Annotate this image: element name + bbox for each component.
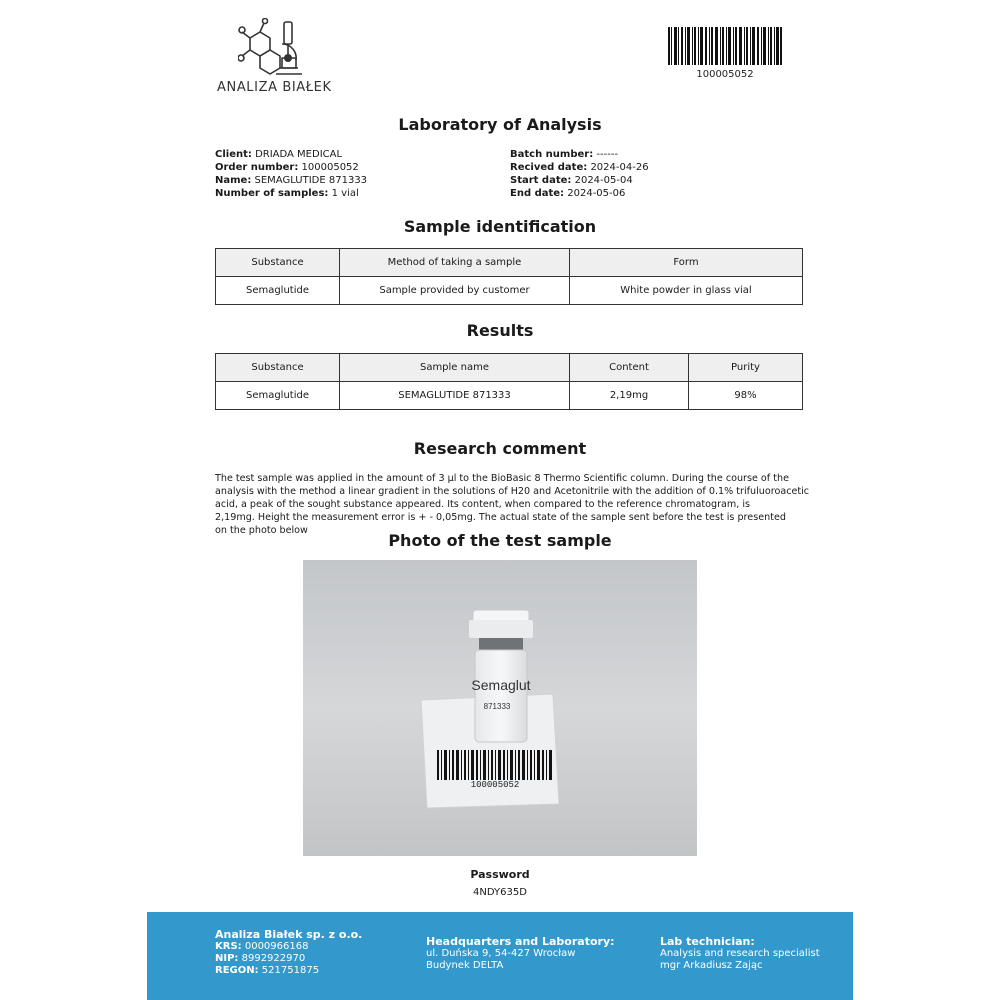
photo-heading: Photo of the test sample xyxy=(388,531,612,550)
table-row xyxy=(216,382,803,410)
table-header-cell: Purity xyxy=(689,354,803,382)
results-table xyxy=(215,353,803,410)
research-comment-text xyxy=(215,472,815,537)
table-cell: 98% xyxy=(689,382,803,410)
table-header-row xyxy=(216,249,803,277)
page-title: Laboratory of Analysis xyxy=(398,115,602,134)
password-label: Password xyxy=(470,868,530,881)
table-header-cell: Sample name xyxy=(340,354,570,382)
footer-company-name: Analiza Białek sp. z o.o. xyxy=(215,928,363,941)
info-row-batch-number: Batch number: ------ xyxy=(510,149,619,160)
results-heading: Results xyxy=(466,321,534,340)
table-header-cell: Content xyxy=(570,354,689,382)
comment-line: The test sample was applied in the amount of 3 µl to the BioBasic 8 Thermo Scientific column. During the course of the xyxy=(215,473,789,484)
info-row-name: Name: SEMAGLUTIDE 871333 xyxy=(215,175,368,186)
info-row-end-date: End date: 2024-05-06 xyxy=(510,188,626,199)
sample-identification-heading: Sample identification xyxy=(403,217,597,236)
table-cell: Semaglutide xyxy=(216,382,340,410)
footer-hq-line: ul. Duńska 9, 54-427 Wrocław xyxy=(426,948,576,959)
info-row-client: Client: DRIADA MEDICAL xyxy=(215,149,343,160)
research-comment-heading: Research comment xyxy=(413,439,587,458)
footer-lab-technician xyxy=(660,936,820,972)
table-header-cell: Substance xyxy=(216,249,340,277)
table-cell: SEMAGLUTIDE 871333 xyxy=(340,382,570,410)
table-header-row xyxy=(216,354,803,382)
footer-regon: REGON: 521751875 xyxy=(215,965,320,976)
info-right xyxy=(510,148,649,200)
barcode-graphic xyxy=(668,27,782,65)
footer-hq-title: Headquarters and Laboratory: xyxy=(426,935,615,948)
password-value: 4NDY635D xyxy=(473,887,527,898)
footer-tech-title: Lab technician: xyxy=(660,935,755,948)
vial-label: Semaglut xyxy=(471,677,531,693)
info-row-received-date: Recived date: 2024-04-26 xyxy=(510,162,649,173)
comment-line: 2,19mg. Height the measurement error is + - 0,05mg. The actual state of the sample sent before the test is presented xyxy=(215,512,786,523)
footer-tech-line: Analysis and research specialist xyxy=(660,948,820,959)
table-cell: Semaglutide xyxy=(216,277,340,305)
table-cell: Sample provided by customer xyxy=(340,277,570,305)
table-cell: White powder in glass vial xyxy=(570,277,803,305)
footer-nip: NIP: 8992922970 xyxy=(215,953,306,964)
footer xyxy=(147,912,853,1000)
lab-logo-icon xyxy=(238,18,308,80)
table-cell: 2,19mg xyxy=(570,382,689,410)
table-header-cell: Substance xyxy=(216,354,340,382)
comment-line: acid, a peak of the sought substance appeared. Its content, when compared to the reference chromatogram, is xyxy=(215,499,751,510)
table-row xyxy=(216,277,803,305)
footer-hq-line: Budynek DELTA xyxy=(426,960,504,971)
photo-barcode-number: 100005052 xyxy=(470,780,520,790)
info-left xyxy=(215,148,367,200)
footer-headquarters xyxy=(426,936,615,972)
footer-company xyxy=(215,929,362,977)
vial-number: 871333 xyxy=(483,702,511,711)
info-row-number-of-samples: Number of samples: 1 vial xyxy=(215,188,359,199)
barcode-number: 100005052 xyxy=(696,69,754,80)
sample-identification-table xyxy=(215,248,803,305)
sample-photo xyxy=(303,560,697,856)
table-header-cell: Method of taking a sample xyxy=(340,249,570,277)
comment-line: analysis with the method a linear gradient in the solutions of H20 and Acetonitrile with the addition of 0.1% trifuluoroacetic xyxy=(215,486,810,497)
sample-photo-illustration xyxy=(303,560,697,856)
brand-name: ANALIZA BIAŁEK xyxy=(217,80,332,95)
comment-line: on the photo below xyxy=(215,525,308,536)
footer-krs: KRS: 0000966168 xyxy=(215,941,309,952)
info-row-start-date: Start date: 2024-05-04 xyxy=(510,175,633,186)
info-row-order-number: Order number: 100005052 xyxy=(215,162,359,173)
table-header-cell: Form xyxy=(570,249,803,277)
footer-tech-line: mgr Arkadiusz Zając xyxy=(660,960,763,971)
